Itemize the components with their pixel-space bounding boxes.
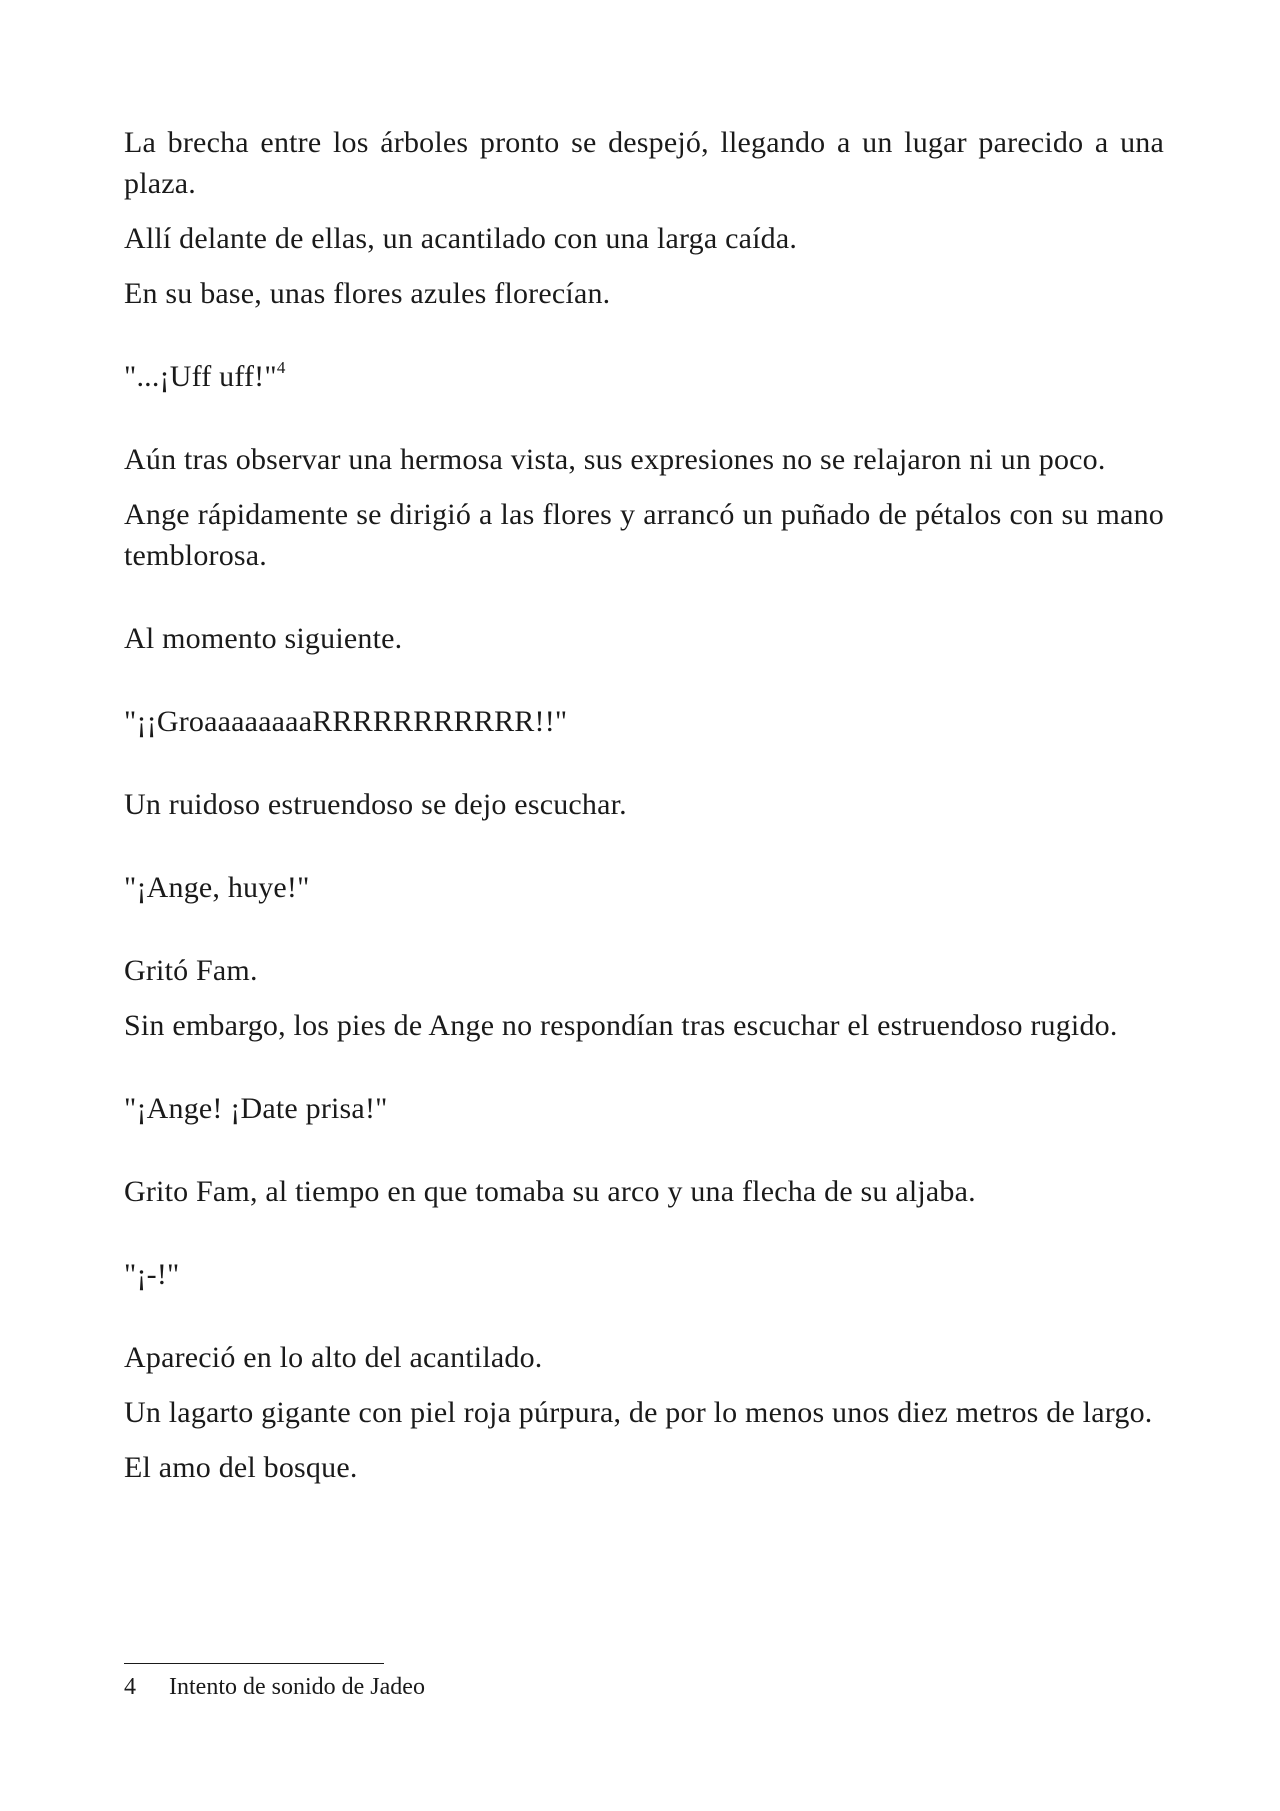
- paragraph: El amo del bosque.: [124, 1451, 358, 1484]
- footnote-number: 4: [124, 1674, 136, 1700]
- paragraph: Al momento siguiente.: [124, 622, 403, 655]
- dialogue-line: "¡-!": [124, 1258, 180, 1291]
- dialogue-line: "¡¡GroaaaaaaaaRRRRRRRRRRR!!": [124, 705, 568, 738]
- footnote: [124, 1672, 425, 1702]
- paragraph: Allí delante de ellas, un acantilado con una larga caída.: [124, 222, 798, 255]
- paragraph: Un ruidoso estruendoso se dejo escuchar.: [124, 788, 627, 821]
- dialogue-text: "...¡Uff uff!": [124, 360, 277, 393]
- dialogue-line: [124, 356, 1164, 397]
- dialogue-line: "¡Ange! ¡Date prisa!": [124, 1092, 388, 1125]
- paragraph: Un lagarto gigante con piel roja púrpura, de por lo menos unos diez metros de largo.: [124, 1396, 1153, 1429]
- dialogue-line: "¡Ange, huye!": [124, 871, 310, 904]
- paragraph: Grito Fam, al tiempo en que tomaba su arco y una flecha de su aljaba.: [124, 1175, 976, 1208]
- paragraph: En su base, unas flores azules florecían.: [124, 277, 611, 310]
- footnote-reference: 4: [276, 358, 286, 377]
- page-body: [124, 122, 1164, 1502]
- paragraph: La brecha entre los árboles pronto se despejó, llegando a un lugar parecido a una plaza.: [124, 126, 1164, 200]
- footnote-divider: [124, 1663, 384, 1664]
- footnote-text: Intento de sonido de Jadeo: [169, 1674, 425, 1700]
- paragraph: Ange rápidamente se dirigió a las flores y arrancó un puñado de pétalos con su mano temblorosa.: [124, 498, 1164, 572]
- paragraph: Sin embargo, los pies de Ange no respondían tras escuchar el estruendoso rugido.: [124, 1009, 1118, 1042]
- paragraph: Apareció en lo alto del acantilado.: [124, 1341, 543, 1374]
- paragraph: Aún tras observar una hermosa vista, sus expresiones no se relajaron ni un poco.: [124, 443, 1106, 476]
- paragraph: Gritó Fam.: [124, 954, 258, 987]
